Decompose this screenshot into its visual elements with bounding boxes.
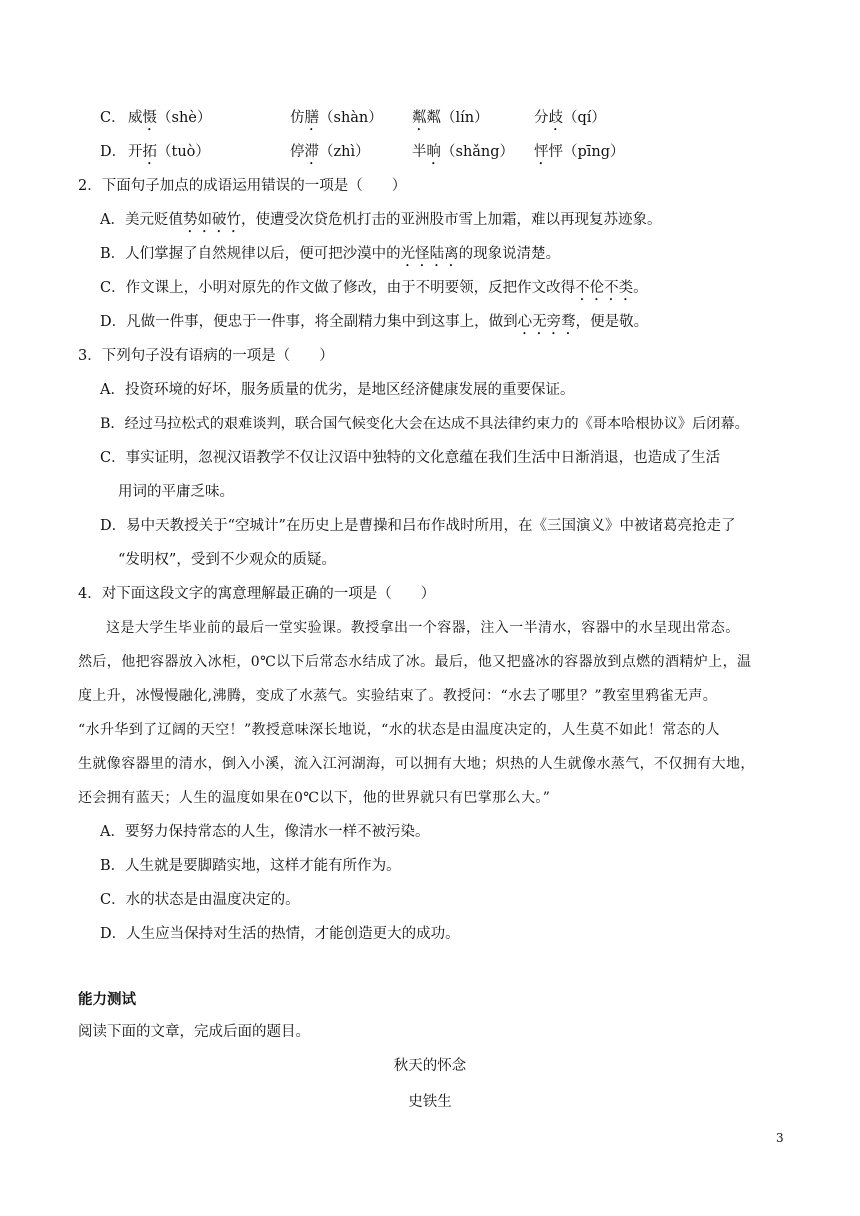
q4-stem: 4．对下面这段文字的寓意理解最正确的一项是（ ） — [78, 586, 436, 602]
option-label: C． — [100, 110, 126, 126]
q3-option-c-line1: C．事实证明，忽视汉语教学不仅让汉语中独特的文化意蕴在我们生活中日渐消退，也造成了生活 — [100, 450, 721, 466]
word-item-3: 半晌（shǎng） — [412, 144, 515, 160]
q4-passage-line: 生就像容器里的清水，倒入小溪，流入江河湖海，可以拥有大地；炽热的人生就像水蒸气，不仅拥有大地， — [78, 756, 755, 772]
q3-option-d-line1: D．易中天教授关于“空城计”在历史上是曹操和吕布作战时所用，在《三国演义》中被诸葛亮抢走了 — [100, 518, 736, 534]
option-label: D． — [100, 144, 127, 160]
article-author: 史铁生 — [408, 1094, 452, 1110]
q4-option-a: A．要努力保持常态的人生，像清水一样不被污染。 — [100, 824, 430, 840]
q2-option-b: B．人们掌握了自然规律以后，便可把沙漠中的光怪陆离的现象说清楚。 — [100, 246, 561, 262]
q4-passage-line: 然后，他把容器放入冰柜，0℃以下后常态水结成了冰。最后，他又把盛冰的容器放到点燃的酒精炉上，温 — [78, 654, 752, 670]
word-item-2: 仿膳（shàn） — [290, 110, 383, 126]
word-item-4: 怦怦（pīng） — [534, 144, 625, 160]
q3-option-a: A．投资环境的好坏，服务质量的优劣，是地区经济健康发展的重要保证。 — [100, 382, 575, 398]
word-item-1: 开拓（tuò） — [128, 144, 210, 160]
q1-option-c — [100, 108, 800, 128]
q3-option-c-line2: 用词的平庸乏味。 — [118, 484, 234, 500]
q4-passage-line: 度上升，冰慢慢融化,沸腾，变成了水蒸气。实验结束了。教授问：“水去了哪里？”教室里鸦雀无声。 — [78, 688, 718, 704]
q4-passage-line: 还会拥有蓝天；人生的温度如果在0℃以下，他的世界就只有巴掌那么大。” — [78, 790, 551, 806]
article-title: 秋天的怀念 — [393, 1058, 467, 1074]
q3-stem: 3．下列句子没有语病的一项是（ ） — [78, 348, 334, 364]
q4-option-c: C．水的状态是由温度决定的。 — [100, 892, 300, 908]
q2-stem: 2．下面句子加点的成语运用错误的一项是（ ） — [78, 178, 407, 194]
reading-instruction: 阅读下面的文章，完成后面的题目。 — [78, 1024, 310, 1040]
q4-passage-line: 这是大学生毕业前的最后一堂实验课。教授拿出一个容器，注入一半清水，容器中的水呈现出常态。 — [106, 620, 740, 636]
q3-option-b: B．经过马拉松式的艰难谈判，联合国气候变化大会在达成不具法律约束力的《哥本哈根协议》后闭幕。 — [100, 416, 749, 432]
page-number: 3 — [776, 1131, 784, 1145]
word-item-1: 威慑（shè） — [128, 110, 212, 126]
q4-passage-line: “水升华到了辽阔的天空！”教授意味深长地说，“水的状态是由温度决定的，人生莫不如此！常态的人 — [78, 722, 720, 738]
word-item-4: 分歧（qí） — [534, 110, 606, 126]
q2-option-a: A．美元贬值势如破竹，使遭受次贷危机打击的亚洲股市雪上加霜，难以再现复苏迹象。 — [100, 212, 662, 228]
q2-option-d: D．凡做一件事，便忠于一件事，将全副精力集中到这事上，做到心无旁骛，便是敬。 — [100, 314, 649, 330]
word-item-3: 粼粼（lín） — [412, 110, 489, 126]
q4-option-b: B．人生就是要脚踏实地，这样才能有所作为。 — [100, 858, 401, 874]
word-item-2: 停滞（zhì） — [290, 144, 370, 160]
q3-option-d-line2: “发明权”，受到不少观众的质疑。 — [118, 552, 336, 568]
q2-option-c: C．作文课上，小明对原先的作文做了修改，由于不明要领，反把作文改得不伦不类。 — [100, 280, 648, 296]
q1-option-d — [100, 142, 800, 162]
q4-option-d: D．人生应当保持对生活的热情，才能创造更大的成功。 — [100, 926, 460, 942]
section-heading: 能力测试 — [78, 991, 136, 1008]
